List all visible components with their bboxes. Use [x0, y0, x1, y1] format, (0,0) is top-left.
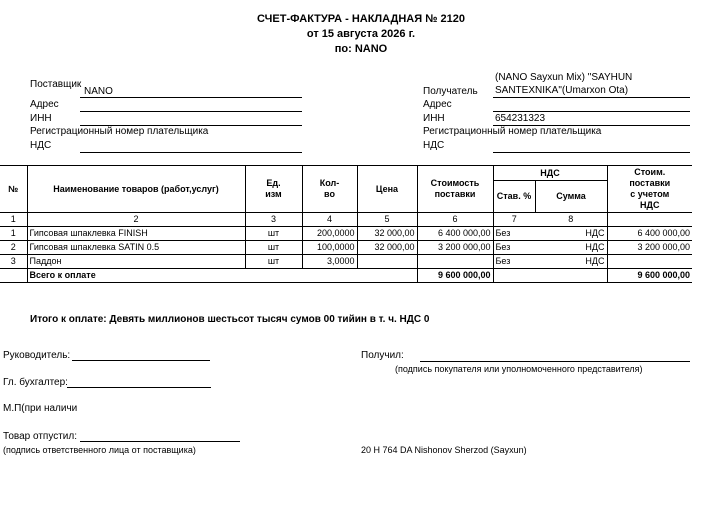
- row-vat-rate: Без: [493, 227, 535, 241]
- col-number: 6: [417, 213, 493, 227]
- supplier-address-label: Адрес: [30, 99, 59, 110]
- header-num: №: [0, 166, 27, 213]
- recipient-address-line: [493, 111, 690, 112]
- col-number: 5: [357, 213, 417, 227]
- supplier-vat-line: [80, 152, 302, 153]
- table-row: [0, 255, 692, 269]
- header-qty: Кол- во: [302, 166, 357, 213]
- row-qty: 200,0000: [302, 227, 357, 241]
- head-signature-line: [72, 360, 210, 361]
- recipient-address-label: Адрес: [423, 99, 452, 110]
- header-vat-sum: Сумма: [535, 181, 607, 213]
- header-vat-group: НДС: [493, 166, 607, 181]
- total-sum: 9 600 000,00: [607, 269, 692, 283]
- row-cost: [417, 255, 493, 269]
- header-cost: Стоимость поставки: [417, 166, 493, 213]
- supplier-value: NANO: [84, 86, 113, 97]
- header-total: Стоим. поставки с учетом НДС: [607, 166, 692, 213]
- header-unit: Ед. изм: [245, 166, 302, 213]
- recipient-label: Получатель: [423, 86, 478, 97]
- recipient-vat-line: [493, 152, 690, 153]
- received-label: Получил:: [361, 350, 404, 361]
- row-cost: 3 200 000,00: [417, 241, 493, 255]
- accountant-label: Гл. бухгалтер:: [3, 377, 68, 388]
- col-number: 3: [245, 213, 302, 227]
- row-vat-rate: Без: [493, 255, 535, 269]
- items-table: [0, 165, 692, 283]
- row-name: Паддон: [27, 255, 245, 269]
- row-price: [357, 255, 417, 269]
- row-vat-rate: Без: [493, 241, 535, 255]
- total-cost: 9 600 000,00: [417, 269, 493, 283]
- supplier-address-line: [80, 111, 302, 112]
- recipient-line: [493, 97, 690, 98]
- row-vat-sum: НДС: [535, 227, 607, 241]
- supplier-vat-label: НДС: [30, 140, 52, 151]
- row-cost: 6 400 000,00: [417, 227, 493, 241]
- supplier-inn-label: ИНН: [30, 113, 52, 124]
- header-name: Наименование товаров (работ,услуг): [27, 166, 245, 213]
- supplier-label: Поставщик: [30, 79, 82, 90]
- row-unit: шт: [245, 241, 302, 255]
- row-total: [607, 255, 692, 269]
- col-number: 1: [0, 213, 27, 227]
- row-total: 3 200 000,00: [607, 241, 692, 255]
- released-caption: (подпись ответственного лица от поставщика): [3, 445, 196, 455]
- received-signature-line: [420, 361, 690, 362]
- row-qty: 3,0000: [302, 255, 357, 269]
- accountant-signature-line: [67, 387, 211, 388]
- row-num: 2: [0, 241, 27, 255]
- recipient-reg-label: Регистрационный номер плательщика: [423, 126, 602, 137]
- col-number: 2: [27, 213, 245, 227]
- released-label: Товар отпустил:: [3, 431, 77, 442]
- row-name: Гипсовая шпаклевка FINISH: [27, 227, 245, 241]
- recipient-value-line2: SANTEXNIKA"(Umarxon Ota): [495, 85, 629, 96]
- car-info: 20 Н 764 DA Nishonov Sherzod (Sayxun): [361, 445, 527, 455]
- row-vat-sum: НДС: [535, 241, 607, 255]
- col-number: 8: [535, 213, 607, 227]
- total-label: Всего к оплате: [27, 269, 417, 283]
- total-row: [0, 269, 692, 283]
- row-unit: шт: [245, 255, 302, 269]
- released-signature-line: [80, 441, 240, 442]
- row-price: 32 000,00: [357, 227, 417, 241]
- column-numbers-row: [0, 213, 692, 227]
- supplier-line: [80, 97, 302, 98]
- row-vat-sum: НДС: [535, 255, 607, 269]
- stamp-label: М.П(при наличи: [3, 403, 78, 414]
- row-price: 32 000,00: [357, 241, 417, 255]
- row-qty: 100,0000: [302, 241, 357, 255]
- table-row: [0, 227, 692, 241]
- document-title: СЧЕТ-ФАКТУРА - НАКЛАДНАЯ № 2120: [257, 13, 465, 25]
- row-unit: шт: [245, 227, 302, 241]
- row-num: 3: [0, 255, 27, 269]
- summary-text: Итого к оплате: Девять миллионов шестьсот тысяч сумов 00 тийин в т. ч. НДС 0: [30, 314, 430, 325]
- row-total: 6 400 000,00: [607, 227, 692, 241]
- document-by: по: NANO: [334, 43, 388, 55]
- col-number: 7: [493, 213, 535, 227]
- header-vat-rate: Став. %: [493, 181, 535, 213]
- row-name: Гипсовая шпаклевка SATIN 0.5: [27, 241, 245, 255]
- row-num: 1: [0, 227, 27, 241]
- col-number: 4: [302, 213, 357, 227]
- recipient-inn-label: ИНН: [423, 113, 445, 124]
- header-price: Цена: [357, 166, 417, 213]
- table-row: [0, 241, 692, 255]
- supplier-reg-label: Регистрационный номер плательщика: [30, 126, 209, 137]
- recipient-inn-value: 654231323: [495, 113, 546, 124]
- received-caption: (подпись покупателя или уполномоченного представителя): [395, 364, 643, 374]
- recipient-value-line1: (NANO Sayxun Mix) "SAYHUN: [495, 72, 633, 83]
- recipient-vat-label: НДС: [423, 140, 445, 151]
- document-date: от 15 августа 2026 г.: [306, 28, 416, 40]
- head-label: Руководитель:: [3, 350, 71, 361]
